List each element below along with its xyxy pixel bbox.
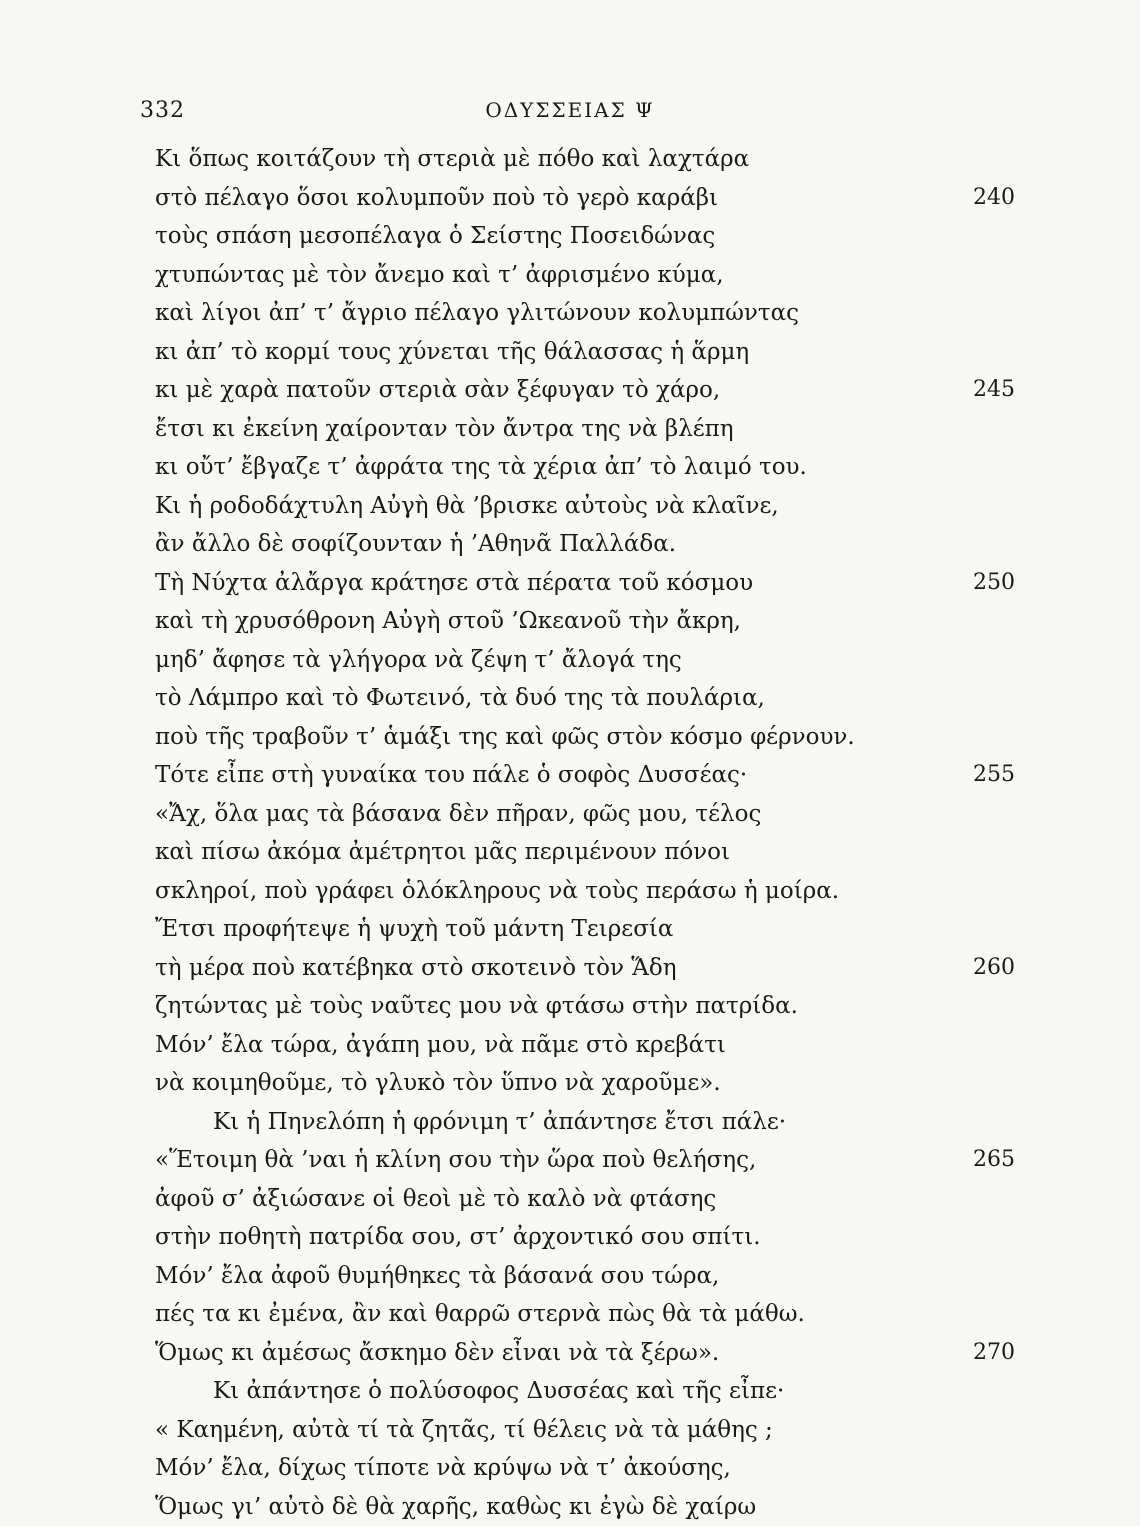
verse-text: « Καημένη, αὐτὰ τί τὰ ζητᾶς, τί θέλεις νὰ τὰ μάθης ; [155, 1417, 773, 1443]
verse-line [155, 872, 1015, 911]
verse-line [155, 333, 1015, 372]
running-title: ΟΔΥΣΣΕΙΑΣ Ψ [0, 98, 1140, 122]
verse-text: ἂν ἄλλο δὲ σοφίζουνταν ἡ ’Αθηνᾶ Παλλάδα. [155, 531, 676, 557]
verse-text: ἔτσι κι ἐκείνη χαίρονταν τὸν ἄντρα της νὰ βλέπη [155, 416, 734, 442]
verse-text: «Ἕτοιμη θὰ ’ναι ἡ κλίνη σου τὴν ὥρα ποὺ θελήσης, [155, 1147, 756, 1173]
verse-line [155, 371, 1015, 410]
verse-text: κι οὔτ’ ἔβγαζε τ’ ἀφράτα της τὰ χέρια ἀπ’ τὸ λαιμό του. [155, 454, 807, 480]
verse-line [155, 1180, 1015, 1219]
verse-line [155, 217, 1015, 256]
verse-line [155, 1026, 1015, 1065]
verse-text: Μόν’ ἔλα, δίχως τίποτε νὰ κρύψω νὰ τ’ ἀκούσης, [155, 1455, 731, 1481]
verse-text: ποὺ τῆς τραβοῦν τ’ ἁμάξι της καὶ φῶς στὸν κόσμο φέρνουν. [155, 724, 855, 750]
verse-line [155, 410, 1015, 449]
verse-text: στὸ πέλαγο ὅσοι κολυμποῦν ποὺ τὸ γερὸ καράβι [155, 185, 718, 211]
verse-text: Ὅμως γι’ αὐτὸ δὲ θὰ χαρῆς, καθὼς κι ἐγὼ δὲ χαίρω [155, 1494, 756, 1520]
verse-text: μηδ’ ἄφησε τὰ γλήγορα νὰ ζέψη τ’ ἄλογά της [155, 647, 682, 673]
verse-line [155, 833, 1015, 872]
verse-line [155, 1372, 1015, 1411]
verse-line [155, 910, 1015, 949]
verse-text: καὶ τὴ χρυσόθρονη Αὐγὴ στοῦ ’Ωκεανοῦ τὴν ἄκρη, [155, 608, 741, 634]
verse-line [155, 1334, 1015, 1373]
verse-number: 260 [973, 949, 1015, 988]
verse-number: 255 [973, 756, 1015, 795]
verse-text: «Ἄχ, ὅλα μας τὰ βάσανα δὲν πῆραν, φῶς μου, τέλος [155, 801, 761, 827]
verse-text: στὴν ποθητὴ πατρίδα σου, στ’ ἀρχοντικό σου σπίτι. [155, 1224, 761, 1250]
verse-number: 270 [973, 1334, 1015, 1373]
verse-text: τὴ μέρα ποὺ κατέβηκα στὸ σκοτεινὸ τὸν Ἅδη [155, 955, 677, 981]
verse-line [155, 641, 1015, 680]
verse-text: Κι ἡ Πηνελόπη ἡ φρόνιμη τ’ ἀπάντησε ἔτσι πάλε· [155, 1109, 786, 1135]
verse-line [155, 1411, 1015, 1450]
verse-text: Μόν’ ἔλα τώρα, ἀγάπη μου, νὰ πᾶμε στὸ κρεβάτι [155, 1032, 726, 1058]
verse-text: πές τα κι ἐμένα, ἂν καὶ θαρρῶ στερνὰ πὼς θὰ τὰ μάθω. [155, 1301, 805, 1327]
verse-text: Ὅμως κι ἀμέσως ἄσκημο δὲν εἶναι νὰ τὰ ξέρω». [155, 1340, 719, 1366]
verse-text: ζητώντας μὲ τοὺς ναῦτες μου νὰ φτάσω στὴν πατρίδα. [155, 993, 798, 1019]
verse-number: 250 [973, 564, 1015, 603]
verse-line [155, 1488, 1015, 1526]
verse-line [155, 525, 1015, 564]
verse-text: Τὴ Νύχτα ἀλἄργα κράτησε στὰ πέρατα τοῦ κόσμου [155, 570, 753, 596]
verse-text: Ἔτσι προφήτεψε ἡ ψυχὴ τοῦ μάντη Τειρεσία [155, 916, 673, 942]
verse-line [155, 1103, 1015, 1142]
verse-number: 245 [973, 371, 1015, 410]
verse-text: κι ἀπ’ τὸ κορμί τους χύνεται τῆς θάλασσας ἡ ἅρμη [155, 339, 749, 365]
verse-line [155, 1064, 1015, 1103]
verse-line [155, 448, 1015, 487]
verse-number: 265 [973, 1141, 1015, 1180]
verse-line [155, 1449, 1015, 1488]
verse-text: Τότε εἶπε στὴ γυναίκα του πάλε ὁ σοφὸς Δυσσέας· [155, 762, 747, 788]
verse-line [155, 1141, 1015, 1180]
verse-text: ἀφοῦ σ’ ἀξιώσανε οἱ θεοὶ μὲ τὸ καλὸ νὰ φτάσης [155, 1186, 716, 1212]
page-number: 332 [140, 98, 185, 123]
verse-block [155, 140, 1015, 1526]
verse-text: τὸ Λάμπρο καὶ τὸ Φωτεινό, τὰ δυό της τὰ πουλάρια, [155, 685, 765, 711]
verse-line [155, 564, 1015, 603]
page-header [0, 98, 1140, 132]
verse-line [155, 179, 1015, 218]
verse-line [155, 1295, 1015, 1334]
verse-text: νὰ κοιμηθοῦμε, τὸ γλυκὸ τὸν ὕπνο νὰ χαροῦμε». [155, 1070, 721, 1096]
verse-line [155, 795, 1015, 834]
verse-line [155, 756, 1015, 795]
verse-text: Κι ἡ ροδοδάχτυλη Αὐγὴ θὰ ’βρισκε αὐτοὺς νὰ κλαῖνε, [155, 493, 779, 519]
verse-text: Κι ἀπάντησε ὁ πολύσοφος Δυσσέας καὶ τῆς εἶπε· [155, 1378, 784, 1404]
verse-text: Μόν’ ἔλα ἀφοῦ θυμήθηκες τὰ βάσανά σου τώρα, [155, 1263, 719, 1289]
verse-line [155, 987, 1015, 1026]
verse-text: σκληροί, ποὺ γράφει ὁλόκληρους νὰ τοὺς περάσω ἡ μοίρα. [155, 878, 839, 904]
verse-text: χτυπώντας μὲ τὸν ἄνεμο καὶ τ’ ἀφρισμένο κύμα, [155, 262, 724, 288]
verse-line [155, 487, 1015, 526]
verse-number: 240 [973, 179, 1015, 218]
verse-line [155, 679, 1015, 718]
verse-line [155, 256, 1015, 295]
verse-line [155, 1257, 1015, 1296]
verse-line [155, 294, 1015, 333]
verse-text: κι μὲ χαρὰ πατοῦν στεριὰ σὰν ξέφυγαν τὸ χάρο, [155, 377, 720, 403]
verse-text: καὶ πίσω ἀκόμα ἀμέτρητοι μᾶς περιμένουν πόνοι [155, 839, 730, 865]
verse-line [155, 140, 1015, 179]
verse-text: καὶ λίγοι ἀπ’ τ’ ἄγριο πέλαγο γλιτώνουν κολυμπώντας [155, 300, 799, 326]
verse-line [155, 602, 1015, 641]
verse-text: Κι ὅπως κοιτάζουν τὴ στεριὰ μὲ πόθο καὶ λαχτάρα [155, 146, 749, 172]
verse-text: τοὺς σπάση μεσοπέλαγα ὁ Σείστης Ποσειδώνας [155, 223, 715, 249]
verse-line [155, 949, 1015, 988]
verse-line [155, 718, 1015, 757]
verse-line [155, 1218, 1015, 1257]
